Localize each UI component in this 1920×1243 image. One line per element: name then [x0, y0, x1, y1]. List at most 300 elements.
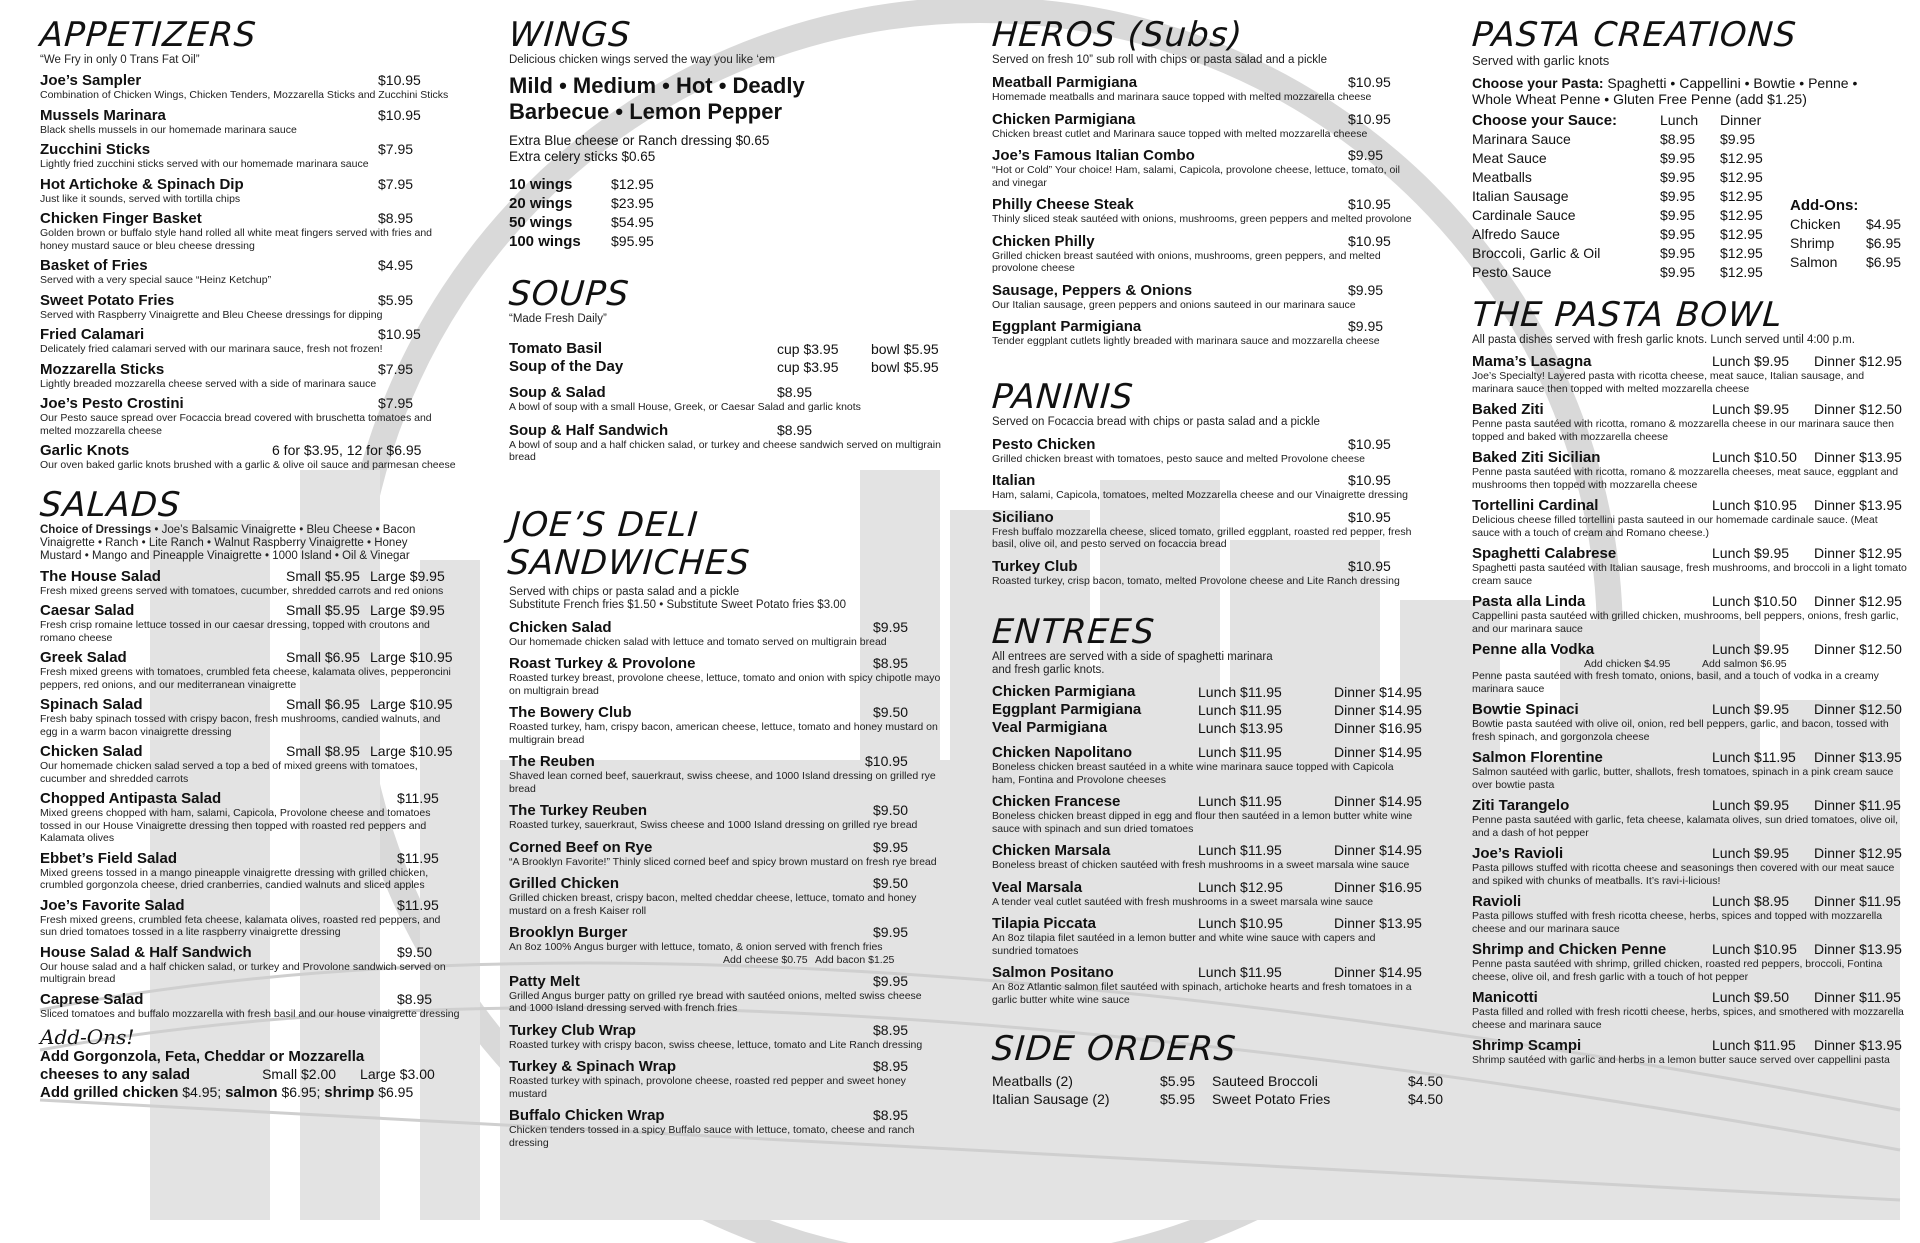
menu-item-name: Turkey Club	[992, 557, 1078, 575]
pastabowl-list	[1472, 353, 1908, 1067]
salad-addons-small: Small $2.00	[262, 1066, 337, 1082]
menu-item-description: “A Brooklyn Favorite!” Thinly sliced corned beef and spicy brown mustard on fresh rye bread	[509, 855, 937, 868]
dinner-header: Dinner	[1720, 112, 1762, 128]
menu-item-lunch-price: Lunch $8.95	[1712, 893, 1790, 909]
pasta-addon-name: Salmon	[1790, 254, 1838, 270]
menu-item-price: $11.95	[397, 849, 439, 866]
menu-item	[40, 568, 460, 598]
menu-item-description: Shrimp sautéed with garlic and herbs in a lemon butter sauce served over cappellini pasta	[1472, 1054, 1890, 1066]
menu-item-price: $9.50	[873, 875, 909, 891]
menu-item-description: Boneless chicken breast sautéed in a white wine marinara sauce topped with Capicola ham, Fontina and Provolone cheeses	[992, 761, 1394, 786]
menu-item-name: Turkey & Spinach Wrap	[509, 1058, 676, 1075]
menu-item-description: Penne pasta sautéed with ricotta, romano & mozzarella cheese in our marinara sauce then topped and baked with mozzarella cheese	[1472, 418, 1894, 443]
menu-item-description: Lightly fried zucchini sticks served with our homemade marinara sauce	[40, 158, 369, 170]
menu-item-price: $8.95	[777, 384, 813, 400]
salad-dressings	[40, 524, 420, 563]
menu-item-row	[509, 422, 941, 439]
menu-item-description: A bowl of soup with a small House, Greek, or Caesar Salad and garlic knots	[509, 401, 861, 413]
menu-item-price: $7.95	[378, 360, 414, 377]
menu-item-description: Sliced tomatoes and buffalo mozzarella with fresh basil and our house vinaigrette dressing	[40, 1007, 460, 1020]
entree-lunch-price: Lunch $11.95	[1198, 684, 1282, 700]
menu-item-name: Joe’s Pesto Crostini	[40, 395, 184, 412]
sauce-lunch-price: $9.95	[1660, 207, 1696, 223]
menu-item-row	[509, 384, 941, 401]
menu-item-lunch-price: Lunch $9.95	[1712, 641, 1790, 657]
choose-pasta	[1472, 75, 1908, 107]
menu-item-description: Pasta pillows stuffed with ricotta cheese and seasonings then covered with our meat sauce and spiked with chunks of meatballs. It’s ravi-i-licious!	[1472, 862, 1895, 887]
menu-item-price: $9.95	[1348, 147, 1384, 163]
menu-item-price: $8.95	[873, 1021, 909, 1038]
menu-item-name: Baked Ziti Sicilian	[1472, 449, 1601, 466]
menu-item-name: Sweet Potato Fries	[40, 291, 175, 309]
menu-item-price: $5.95	[378, 291, 414, 308]
menu-item	[40, 395, 460, 437]
menu-item-dinner-price: Dinner $14.95	[1334, 964, 1422, 980]
wing-size-row	[509, 194, 941, 213]
menu-item-name: Sausage, Peppers & Onions	[992, 281, 1193, 299]
sauce-dinner-price: $12.95	[1720, 245, 1763, 261]
menu-item-dinner-price: Dinner $14.95	[1334, 744, 1422, 760]
menu-item-row	[992, 436, 1418, 453]
menu-item-price: $9.95	[1348, 318, 1384, 334]
menu-item-extras	[1472, 658, 1908, 670]
entree-lunch-price: Lunch $13.95	[1198, 720, 1283, 736]
menu-item-name: Chicken Salad	[40, 743, 143, 760]
menu-item-price-large: Large $10.95	[370, 649, 453, 665]
menu-item-name: Siciliano	[992, 508, 1054, 526]
menu-item-row	[40, 72, 460, 89]
menu-item	[992, 74, 1418, 104]
menu-item-row	[1472, 1037, 1908, 1054]
menu-item-price: $11.95	[397, 790, 439, 806]
menu-item-description: Our oven baked garlic knots brushed with a garlic & olive oil sauce and parmesan cheese	[40, 459, 456, 471]
menu-item-description: Boneless chicken breast dipped in egg and flour then sautéed in a lemon butter white wine sauce with spinach and sun dried tomatoes	[992, 810, 1413, 835]
menu-item	[1472, 941, 1908, 983]
appetizers-list	[40, 72, 460, 472]
menu-item-name: Salmon Florentine	[1472, 749, 1603, 766]
menu-item-name: Manicotti	[1472, 989, 1538, 1006]
side-order-price: $4.50	[1408, 1073, 1444, 1089]
menu-item-name: Spinach Salad	[40, 696, 143, 713]
entree-name: Eggplant Parmigiana	[992, 701, 1142, 718]
wing-flavors-line1: Mild • Medium • Hot • Deadly	[509, 73, 805, 98]
menu-item-description: Ham, salami, Capicola, tomatoes, melted Mozzarella cheese and our Vinaigrette dressing	[992, 489, 1408, 501]
sides-list	[992, 1072, 1444, 1108]
menu-item-price: $8.95	[378, 210, 414, 226]
pasta-addon-price: $6.95	[1866, 254, 1902, 270]
menu-item-description: Our homemade chicken salad with lettuce and tomato served on multigrain bread	[509, 635, 887, 648]
menu-item-description: Grilled Angus burger patty on grilled rye bread with sautéed onions, melted swiss cheese and 1000 Island dressing served with french fries	[509, 989, 922, 1014]
entrees-subtitle-2: and fresh garlic knots.	[992, 664, 1105, 676]
entrees-plain-list	[992, 683, 1422, 737]
wing-size-row	[509, 213, 941, 232]
salad-addons-cheeses: cheeses to any salad	[40, 1066, 191, 1083]
heros-title: HEROS (Subs)	[990, 15, 1245, 55]
addon-chicken: Add grilled chicken	[40, 1084, 179, 1101]
menu-item-row	[40, 442, 460, 459]
side-order-name: Sauteed Broccoli	[1212, 1073, 1318, 1089]
menu-item-name: Zucchini Sticks	[40, 141, 151, 158]
menu-item-row	[509, 1107, 941, 1124]
menu-item	[40, 696, 460, 738]
menu-item	[1472, 893, 1908, 935]
entree-plain-row	[992, 719, 1422, 737]
sauce-table	[1472, 111, 1780, 282]
wing-size-price: $23.95	[611, 195, 654, 211]
menu-item-description: Shaved lean corned beef, sauerkraut, swiss cheese, and 1000 Island dressing on grilled rye bread	[509, 770, 936, 795]
menu-item-lunch-price: Lunch $10.95	[1198, 915, 1283, 931]
menu-item-name: Chicken Salad	[509, 618, 612, 636]
menu-item-name: Meatball Parmigiana	[992, 74, 1138, 91]
deli-title: JOE’S DELI SANDWICHES	[506, 504, 752, 583]
menu-item-dinner-price: Dinner $12.95	[1814, 593, 1902, 609]
deli-subtitle-1: Served with chips or pasta salad and a pickle	[509, 585, 740, 598]
menu-item-row	[40, 257, 460, 274]
menu-item-name: Garlic Knots	[40, 442, 130, 459]
menu-item-description: Penne pasta sautéed with shrimp, grilled chicken, roasted red peppers, broccoli, Fontina cheese, olive oil, and fresh garlic with a touch of hot pepper	[1472, 958, 1883, 983]
menu-item-description: Salmon sautéed with garlic, butter, shallots, fresh tomatoes, spinach in a pink cream sauce over bowtie pasta	[1472, 766, 1894, 791]
menu-item-extra-1: Add chicken $4.95	[1584, 658, 1671, 670]
side-order-name: Italian Sausage (2)	[992, 1091, 1110, 1107]
menu-item-name: Hot Artichoke & Spinach Dip	[40, 175, 244, 193]
menu-item-name: Caprese Salad	[40, 990, 144, 1008]
soup-row	[509, 358, 941, 376]
addon-chicken-price: $4.95;	[178, 1084, 226, 1100]
entrees-title: ENTREES	[990, 612, 1157, 652]
menu-item-description: Mixed greens chopped with ham, salami, Capicola, Provolone cheese and tomatoes tossed in our House Vinaigrette dressing then topped with roasted red peppers and Kalamata olives	[40, 807, 431, 844]
menu-item-row	[992, 793, 1422, 810]
entrees-subtitle-1: All entrees are served with a side of spaghetti marinara	[992, 651, 1273, 663]
menu-item-lunch-price: Lunch $10.95	[1712, 497, 1797, 513]
menu-item-description: Delicately fried calamari served with our marinara sauce, fresh not frozen!	[40, 343, 383, 355]
menu-item-description: Served with a very special sauce “Heinz Ketchup”	[40, 274, 272, 286]
menu-item-row	[509, 839, 941, 856]
dressings-label: Choice of Dressings	[40, 523, 152, 536]
menu-item	[1472, 989, 1908, 1031]
menu-item-row	[509, 924, 941, 941]
menu-item	[992, 318, 1418, 348]
menu-item-description: Roasted turkey with crispy bacon, swiss cheese, lettuce, tomato and Lite Ranch dressing	[509, 1038, 923, 1051]
menu-item	[40, 72, 460, 102]
menu-item-row	[1472, 449, 1908, 466]
paninis-subtitle: Served on Focaccia bread with chips or pasta salad and a pickle	[992, 415, 1320, 428]
soup-bowl-price: bowl $5.95	[871, 359, 939, 375]
salad-addons-line2	[40, 1066, 460, 1083]
menu-item-row	[40, 850, 460, 867]
menu-item-row	[1472, 797, 1908, 814]
menu-item-row	[509, 619, 941, 636]
column-pasta	[1472, 16, 1908, 1067]
menu-item-price: $8.95	[873, 1107, 909, 1123]
menu-item-lunch-price: Lunch $10.50	[1712, 449, 1797, 465]
menu-item-price: $9.50	[873, 704, 909, 720]
entree-plain-row	[992, 683, 1422, 701]
menu-item-lunch-price: Lunch $11.95	[1198, 842, 1282, 858]
menu-item-description: Fresh mixed greens with tomatoes, crumbled feta cheese, kalamata olives, pepperoncini peppers, red onions, and our mediterranean vinaigrette	[40, 666, 451, 691]
menu-item-name: Chicken Parmigiana	[992, 110, 1136, 128]
menu-item-name: Spaghetti Calabrese	[1472, 545, 1617, 562]
menu-item-row	[40, 141, 460, 158]
sides-title: SIDE ORDERS	[990, 1029, 1238, 1069]
menu-item	[992, 196, 1418, 226]
sauce-name: Italian Sausage	[1472, 188, 1569, 204]
menu-item-row	[40, 790, 460, 807]
sauce-dinner-price: $12.95	[1720, 207, 1763, 223]
sauce-dinner-price: $9.95	[1720, 131, 1756, 147]
menu-item-description: Grilled chicken breast with tomatoes, pesto sauce and melted Provolone cheese	[992, 452, 1365, 465]
menu-item-dinner-price: Dinner $12.95	[1814, 353, 1902, 369]
menu-item-lunch-price: Lunch $9.95	[1712, 545, 1790, 561]
soup-cup-price: cup $3.95	[777, 359, 839, 375]
menu-item	[40, 850, 460, 892]
menu-item-description: Joe’s Specialty! Layered pasta with ricotta cheese, meat sauce, Italian sausage, and marinara sauce then topped with melted mozzarella cheese	[1472, 370, 1865, 395]
menu-item-row	[1472, 941, 1908, 958]
menu-item-row	[509, 704, 941, 721]
menu-item-dinner-price: Dinner $14.95	[1334, 842, 1422, 858]
soups-subtitle: “Made Fresh Daily”	[509, 313, 607, 325]
menu-item-row	[992, 318, 1418, 335]
wing-size-price: $54.95	[611, 214, 654, 230]
menu-item-price: $8.95	[397, 990, 433, 1007]
menu-item-dinner-price: Dinner $12.50	[1814, 401, 1902, 417]
menu-item-price: $10.95	[1348, 557, 1391, 574]
wing-size-row	[509, 232, 941, 251]
menu-item-row	[40, 361, 460, 378]
menu-item-price: $10.95	[378, 72, 421, 88]
menu-item-price: $9.95	[873, 838, 909, 855]
menu-item	[509, 655, 941, 697]
menu-item-description: Roasted turkey with spinach, provolone cheese, roasted red pepper and sweet honey mustard	[509, 1075, 906, 1100]
menu-item-lunch-price: Lunch $12.95	[1198, 878, 1283, 895]
menu-item	[509, 704, 941, 746]
menu-item	[1472, 845, 1908, 887]
menu-item-description: Roasted turkey, crisp bacon, tomato, melted Provolone cheese and Lite Ranch dressing	[992, 574, 1400, 587]
menu-item-dinner-price: Dinner $13.95	[1814, 449, 1902, 465]
menu-item-description: Homemade meatballs and marinara sauce topped with melted mozzarella cheese	[992, 91, 1372, 103]
menu-item	[992, 842, 1422, 872]
menu-item-row	[509, 753, 941, 770]
menu-item	[509, 924, 941, 966]
choose-pasta-label: Choose your Pasta:	[1472, 75, 1604, 91]
menu-item-name: Joe’s Famous Italian Combo	[992, 147, 1195, 164]
menu-item	[40, 743, 460, 785]
menu-item-row	[992, 509, 1418, 526]
menu-item-dinner-price: Dinner $13.95	[1814, 497, 1902, 513]
menu-item-dinner-price: Dinner $11.95	[1814, 893, 1901, 909]
menu-item	[40, 292, 460, 322]
wings-subtitle: Delicious chicken wings served the way you like ‘em	[509, 54, 775, 66]
menu-item-name: Ziti Tarangelo	[1472, 797, 1570, 814]
menu-item-dinner-price: Dinner $11.95	[1814, 989, 1901, 1005]
menu-item-description: Lightly breaded mozzarella cheese served with a side of marinara sauce	[40, 377, 377, 390]
appetizers-title: APPETIZERS	[38, 15, 258, 55]
menu-item	[40, 602, 460, 644]
menu-item-price: $10.95	[1348, 435, 1391, 452]
menu-item-description: Grilled chicken breast sautéed with onions, mushrooms, green peppers, and melted provolone cheese	[992, 249, 1381, 274]
menu-item-name: Penne alla Vodka	[1472, 641, 1595, 658]
menu-item-price: $7.95	[378, 175, 414, 192]
choose-pasta-line2: Whole Wheat Penne • Gluten Free Penne (add $1.25)	[1472, 91, 1807, 107]
menu-item-name: Shrimp and Chicken Penne	[1472, 941, 1667, 958]
entree-name: Veal Parmigiana	[992, 719, 1108, 736]
menu-item	[992, 878, 1422, 909]
menu-item-row	[1472, 989, 1908, 1006]
menu-item-name: Mussels Marinara	[40, 106, 166, 124]
menu-item-price: $10.95	[378, 106, 421, 123]
salad-addons-line3	[40, 1083, 460, 1102]
menu-item	[992, 472, 1418, 502]
menu-item-description: Black shells mussels in our homemade marinara sauce	[40, 123, 297, 136]
menu-item-name: Brooklyn Burger	[509, 924, 628, 941]
menu-item-description: Just like it sounds, served with tortilla chips	[40, 192, 241, 205]
menu-item-description: An 8oz 100% Angus burger with lettuce, tomato, & onion served with french fries	[509, 941, 883, 953]
menu-item-price-small: Small $5.95	[286, 602, 360, 618]
menu-item	[1472, 497, 1908, 539]
menu-item-row	[509, 655, 941, 672]
dressings-list: • Joe’s Balsamic Vinaigrette • Bleu Cheese • Bacon Vinaigrette • Ranch • Lite Ranch • Walnut Raspberry Vinaigrette • Honey Mustard • Mango and Pineapple Vinaigrette • 1000 Island • Oil & Vinegar	[40, 523, 416, 562]
heros-list	[992, 74, 1418, 348]
menu-item-lunch-price: Lunch $9.95	[1712, 401, 1790, 417]
menu-item-row	[509, 1058, 941, 1075]
menu-item-dinner-price: Dinner $16.95	[1334, 878, 1422, 895]
menu-item-description: Our house salad and a half chicken salad, or turkey and Provolone sandwich served on multigrain bread	[40, 960, 446, 985]
pasta-addons	[1790, 197, 1916, 282]
menu-item-row	[509, 875, 941, 892]
menu-item-name: The Turkey Reuben	[509, 802, 648, 819]
menu-item-dinner-price: Dinner $14.95	[1334, 793, 1422, 809]
menu-item	[40, 649, 460, 691]
menu-item-row	[40, 991, 460, 1008]
salad-addons-large: Large $3.00	[360, 1066, 435, 1082]
menu-item-row	[1472, 401, 1908, 418]
menu-item-row	[992, 878, 1422, 896]
menu-item-row	[40, 602, 460, 619]
menu-item-row	[509, 802, 941, 819]
menu-item-name: The Reuben	[509, 753, 595, 770]
wings-extra-dressing: Extra Blue cheese or Ranch dressing $0.65	[509, 133, 770, 148]
menu-item-name: Bowtie Spinaci	[1472, 701, 1579, 718]
menu-item	[1472, 641, 1908, 695]
menu-item-extras	[509, 954, 941, 966]
soup-items	[509, 384, 941, 464]
wing-size-label: 100 wings	[509, 233, 581, 250]
soup-name: Soup of the Day	[509, 358, 624, 375]
menu-item-price: 6 for $3.95, 12 for $6.95	[272, 442, 422, 458]
menu-item-row	[1472, 893, 1908, 910]
menu-item-description: Penne pasta sautéed with garlic, feta cheese, kalamata olives, sun dried tomatoes, olive oil, and a dash of hot pepper	[1472, 814, 1899, 839]
menu-item-name: Pasta alla Linda	[1472, 593, 1586, 610]
menu-item-name: Veal Marsala	[992, 878, 1083, 896]
menu-item	[1472, 353, 1908, 395]
menu-item	[40, 442, 460, 472]
wing-size-price: $12.95	[611, 176, 654, 192]
menu-item-row	[40, 395, 460, 412]
menu-item-name: Philly Cheese Steak	[992, 196, 1134, 213]
menu-item-row	[40, 107, 460, 124]
menu-item-row	[992, 558, 1418, 575]
menu-item-row	[992, 964, 1422, 981]
menu-item	[992, 793, 1422, 835]
pasta-addon-name: Shrimp	[1790, 235, 1835, 251]
menu-item	[509, 802, 941, 832]
menu-item-name: Joe’s Favorite Salad	[40, 896, 185, 914]
menu-item-row	[1472, 701, 1908, 718]
menu-item-name: Caesar Salad	[40, 602, 135, 619]
menu-item-description: Delicious cheese filled tortellini pasta sauteed in our homemade cardinale sauce. (Meat sauce with a touch of cream and Romano cheese.)	[1472, 514, 1878, 539]
paninis-list	[992, 436, 1418, 588]
menu-item-description: A bowl of soup and a half chicken salad, or turkey and cheese sandwich served on multigrain bread	[509, 438, 941, 463]
menu-item-description: Roasted turkey, sauerkraut, Swiss cheese and 1000 Island dressing on grilled rye bread	[509, 819, 918, 831]
pastabowl-subtitle: All pasta dishes served with fresh garlic knots. Lunch served until 4:00 p.m.	[1472, 334, 1855, 346]
pasta-addon-price: $6.95	[1866, 235, 1902, 251]
menu-item-price-large: Large $9.95	[370, 567, 445, 584]
menu-item	[509, 619, 941, 649]
menu-item-row	[1472, 845, 1908, 862]
menu-item-row	[40, 944, 460, 961]
pastabowl-title: THE PASTA BOWL	[1470, 295, 1785, 335]
menu-item-row	[1472, 641, 1908, 658]
menu-item-dinner-price: Dinner $12.95	[1814, 545, 1902, 561]
menu-item-price: $9.95	[873, 924, 909, 940]
menu-item-price: $10.95	[1348, 232, 1391, 249]
menu-item-name: Chicken Finger Basket	[40, 210, 202, 227]
menu-item-description: Our Italian sausage, green peppers and onions sauteed in our marinara sauce	[992, 298, 1356, 311]
menu-item-price-small: Small $6.95	[286, 696, 360, 712]
menu-item-description: Cappellini pasta sautéed with grilled chicken, mushrooms, bell peppers, onions, fresh garlic, and our marinara sauce	[1472, 610, 1899, 635]
wings-title: WINGS	[507, 15, 633, 55]
menu-item-price: $11.95	[397, 896, 439, 913]
menu-item-name: Chicken Marsala	[992, 842, 1111, 859]
menu-item-name: Pesto Chicken	[992, 435, 1096, 453]
sauce-name: Broccoli, Garlic & Oil	[1472, 245, 1601, 261]
menu-item-name: Roast Turkey & Provolone	[509, 655, 696, 672]
menu-item-price: $9.95	[873, 972, 909, 989]
menu-item-name: Ravioli	[1472, 893, 1522, 910]
wings-extra-celery: Extra celery sticks $0.65	[509, 149, 656, 164]
menu-item	[1472, 593, 1908, 635]
sauce-name: Cardinale Sauce	[1472, 207, 1576, 223]
menu-item-row	[992, 147, 1418, 164]
menu-item	[40, 141, 460, 171]
menu-item-name: Grilled Chicken	[509, 875, 620, 892]
menu-item-name: Baked Ziti	[1472, 401, 1544, 418]
menu-item-row	[40, 176, 460, 193]
sauce-lunch-price: $9.95	[1660, 188, 1696, 204]
sauce-lunch-price: $9.95	[1660, 169, 1696, 185]
sauce-dinner-price: $12.95	[1720, 264, 1763, 280]
menu-item-name: Mozzarella Sticks	[40, 360, 165, 378]
menu-item-row	[40, 292, 460, 309]
menu-item-description: Combination of Chicken Wings, Chicken Tenders, Mozzarella Sticks and Zucchini Sticks	[40, 89, 449, 101]
column-wings-soups-deli	[506, 15, 941, 1149]
menu-item-description: Fresh mixed greens served with tomatoes, cucumber, shredded carrots and red onions	[40, 584, 444, 597]
menu-item-price-small: Small $6.95	[286, 649, 360, 665]
menu-item-name: Ebbet’s Field Salad	[40, 849, 177, 867]
sauce-name: Marinara Sauce	[1472, 131, 1571, 147]
menu-item	[509, 1022, 941, 1052]
menu-item-description: Boneless breast of chicken sautéed with fresh mushrooms in a sweet marsala wine sauce	[992, 859, 1410, 871]
menu-item-dinner-price: Dinner $12.50	[1814, 641, 1902, 657]
entree-dinner-price: Dinner $14.95	[1334, 684, 1422, 700]
menu-item-lunch-price: Lunch $9.95	[1712, 353, 1790, 369]
menu-item-row	[509, 1022, 941, 1039]
wing-sizes-list	[509, 175, 941, 251]
menu-item-lunch-price: Lunch $9.95	[1712, 845, 1790, 861]
menu-item-description: Golden brown or buffalo style hand rolled all white meat fingers served with fries and honey mustard sauce or bleu cheese dressing	[40, 227, 433, 252]
menu-item-name: Chopped Antipasta Salad	[40, 790, 222, 807]
entree-dinner-price: Dinner $14.95	[1334, 702, 1422, 718]
menu-item-row	[40, 210, 460, 227]
